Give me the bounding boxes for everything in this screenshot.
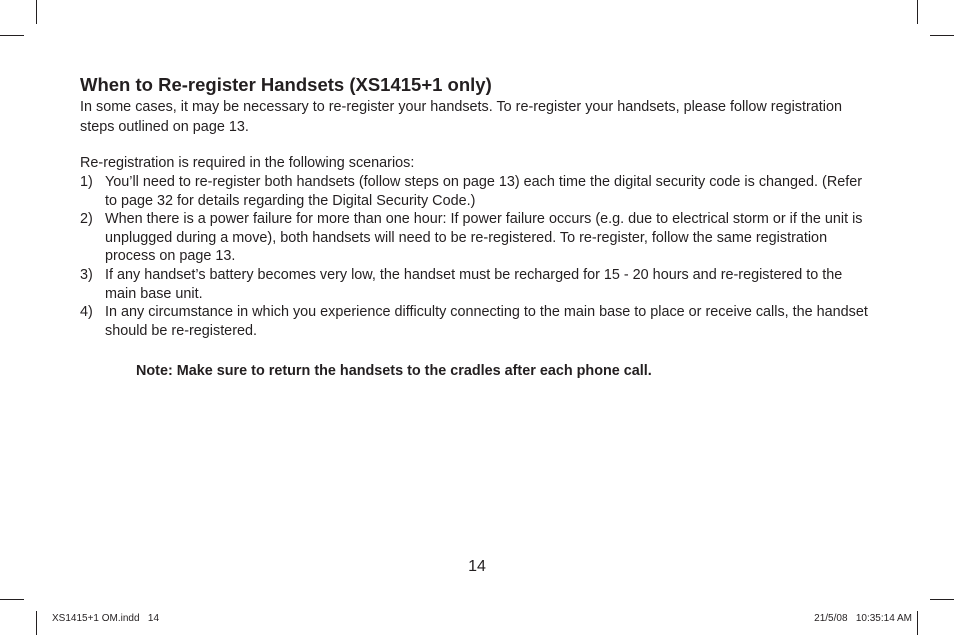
crop-mark-top-left-vertical xyxy=(36,0,37,24)
list-item-number: 2) xyxy=(80,211,93,228)
list-item xyxy=(80,173,875,210)
slug-filename: XS1415+1 OM.indd 14 xyxy=(52,613,160,624)
list-item-text: In any circumstance in which you experience difficulty connecting to the main base to place or receive calls, the handset should be re-registered. xyxy=(105,304,868,339)
crop-mark-top-left-horizontal xyxy=(0,35,24,36)
crop-mark-bottom-right-horizontal xyxy=(930,599,954,600)
list-item-text: If any handset’s battery becomes very low, the handset must be recharged for 15 - 20 hours and re-registered to the main base unit. xyxy=(105,266,843,302)
list-item-text: When there is a power failure for more than one hour: If power failure occurs (e.g. due to electrical storm or if the unit is unplugged during a move), both handsets will need to be re-registered. To re-register, follow the same registration process on page 13. xyxy=(105,211,863,265)
slug-timestamp: 21/5/08 10:35:14 AM xyxy=(814,613,912,624)
crop-mark-bottom-left-horizontal xyxy=(0,599,24,600)
list-item-number: 3) xyxy=(80,266,93,283)
note: Note: Make sure to return the handsets to the cradles after each phone call. xyxy=(136,363,652,379)
section-title: When to Re-register Handsets (XS1415+1 only) xyxy=(80,74,492,95)
crop-mark-top-right-vertical xyxy=(917,0,918,24)
intro-paragraph: In some cases, it may be necessary to re-register your handsets. To re-register your handsets, please follow registration steps outlined on page 13. xyxy=(80,99,842,135)
list-item-text: You’ll need to re-register both handsets (follow steps on page 13) each time the digital security code is changed. (Refer to page 32 for details regarding the Digital Security Code.) xyxy=(105,174,863,209)
list-item-number: 4) xyxy=(80,304,93,321)
crop-mark-bottom-right-vertical xyxy=(917,611,918,635)
crop-mark-bottom-left-vertical xyxy=(36,611,37,635)
list-item xyxy=(80,303,875,340)
list-item-number: 1) xyxy=(80,174,93,190)
list-item xyxy=(80,210,875,266)
scenarios-lead: Re-registration is required in the following scenarios: xyxy=(80,155,415,171)
page-number: 14 xyxy=(468,558,486,575)
list-item xyxy=(80,266,875,303)
crop-mark-top-right-horizontal xyxy=(930,35,954,36)
scenario-list xyxy=(80,173,875,340)
